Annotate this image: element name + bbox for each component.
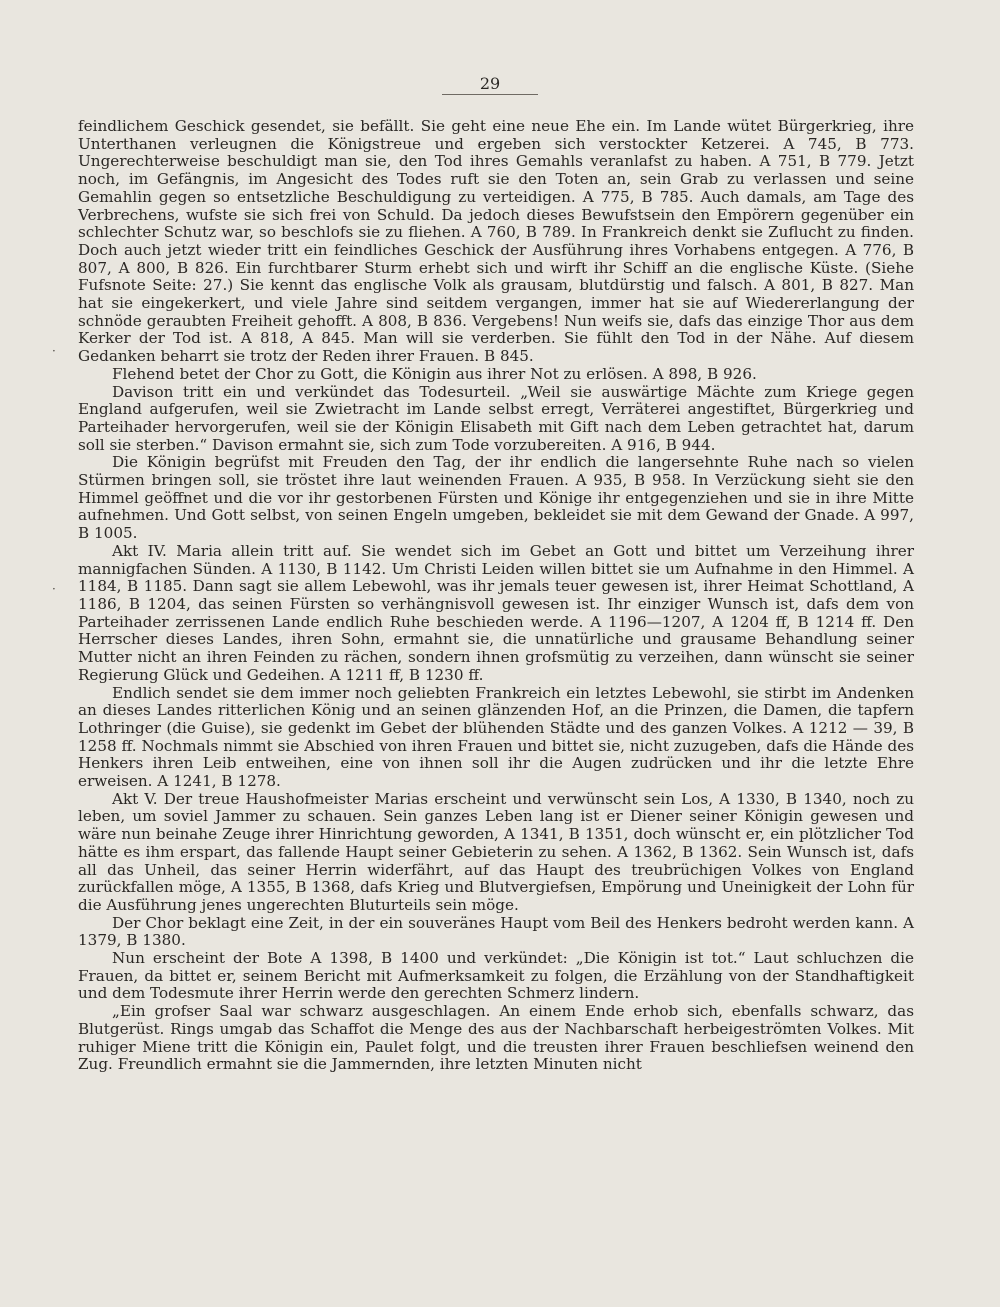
paragraph: „Ein grofser Saal war schwarz ausgeschlagen. An einem Ende erhob sich, ebenfalls schwarz, das Blutgerüst. Rings umgab das Schaffot die Menge des aus der Nachbarschaft herbeigeströmten Volkes. Mit ruhiger Miene tritt die Königin ein, Paulet folgt, und die treusten ihrer Frauen beschliefsen weinend den Zug. Freundlich ermahnt sie die Jammernden, ihre letzten Minuten nicht bbox=[78, 1002, 914, 1074]
page-number: 29 bbox=[479, 74, 501, 93]
paragraph: Akt IV. Maria allein tritt auf. Sie wendet sich im Gebet an Gott und bittet um Verzeihung ihrer mannigfachen Sünden. A 1130, B 1142. Um Christi Leiden willen bittet sie um Aufnahme in den Himmel. A 1184, B 1185. Dann sagt sie allem Lebewohl, was ihr jemals teuer gewesen ist, ihrer Heimat Schottland, A 1186, B 1204, das seinen Fürsten so verhängnisvoll gewesen ist. Ihr einziger Wunsch ist, dafs dem von Parteihader zerrissenen Lande endlich Ruhe beschieden werde. A 1196—1207, A 1204 ff, B 1214 ff. Den Herrscher dieses Landes, ihren Sohn, ermahnt sie, die unnatürliche und grausame Behandlung seiner Mutter nicht an ihren Feinden zu rächen, sondern ihnen grofsmütig zu verzeihen, dann wünscht sie seiner Regierung Glück und Gedeihen. A 1211 ff, B 1230 ff. bbox=[78, 541, 914, 684]
paragraph: Flehend betet der Chor zu Gott, die Königin aus ihrer Not zu erlösen. A 898, B 926. bbox=[112, 364, 757, 383]
paragraph: Die Königin begrüfst mit Freuden den Tag, der ihr endlich die langersehnte Ruhe nach so vielen Stürmen bringen soll, sie tröstet ihre laut weinenden Frauen. A 935, B 958. In Verzückung sieht sie den Himmel geöffnet und die vor ihr gestorbenen Fürsten und Könige ihr entgegenziehen und sie in ihre Mitte aufnehmen. Und Gott selbst, von seinen Engeln umgeben, bekleidet sie mit dem Gewand der Gnade. A 997, B 1005. bbox=[78, 453, 914, 543]
paragraph: Akt V. Der treue Haushofmeister Marias erscheint und verwünscht sein Los, A 1330, B 1340, noch zu leben, um soviel Jammer zu schauen. Sein ganzes Leben lang ist er Diener seiner Königin gewesen und wäre nun beinahe Zeuge ihrer Hinrichtung geworden, A 1341, B 1351, doch wünscht er, ein plötzlicher Tod hätte es ihm erspart, das fallende Haupt seiner Gebieterin zu sehen. A 1362, B 1362. Sein Wunsch ist, dafs all das Unheil, das seiner Herrin widerfährt, auf das Haupt des treubrüchigen Volkes von England zurückfallen möge, A 1355, B 1368, dafs Krieg und Blutvergiefsen, Empörung und Uneinigkeit der Lohn für die Ausführung jenes ungerechten Bluturteils sein möge. bbox=[78, 789, 914, 914]
margin-mark: · bbox=[52, 344, 56, 358]
paragraph: Davison tritt ein und verkündet das Todesurteil. „Weil sie auswärtige Mächte zum Kriege gegen England aufgerufen, weil sie Zwietracht im Lande selbst erregt, Verräterei angestiftet, Bürgerkrieg und Parteihader hervorgerufen, weil sie der Königin Elisabeth mit Gift nach dem Leben getrachtet hat, darum soll sie sterben.“ Davison ermahnt sie, sich zum Tode vorzubereiten. A 916, B 944. bbox=[78, 382, 914, 454]
paragraph: Endlich sendet sie dem immer noch geliebten Frankreich ein letztes Lebewohl, sie stirbt im Andenken an dieses Landes ritterlichen König und an seinen glänzenden Hof, an die Prinzen, die Damen, die tapfern Lothringer (die Guise), sie gedenkt im Gebet der blühenden Städte und des ganzen Volkes. A 1212 — 39, B 1258 ff. Nochmals nimmt sie Abschied von ihren Frauen und bittet sie, nicht zuzugeben, dafs die Hände des Henkers ihren Leib entweihen, eine von ihnen soll ihr die Augen zudrücken und ihr die letzte Ehre erweisen. A 1241, B 1278. bbox=[78, 683, 914, 791]
paragraph: Nun erscheint der Bote A 1398, B 1400 und verkündet: „Die Königin ist tot.“ Laut schluchzen die Frauen, da bittet er, seinem Bericht mit Aufmerksamkeit zu folgen, die Erzählung von der Standhaftigkeit und dem Todesmute ihrer Herrin werde den gerechten Schmerz lindern. bbox=[78, 949, 914, 1003]
margin-mark: · bbox=[52, 582, 56, 596]
page-number-rule bbox=[442, 94, 538, 95]
paragraph: feindlichem Geschick gesendet, sie befällt. Sie geht eine neue Ehe ein. Im Lande wütet Bürgerkrieg, ihre Unterthanen verleugnen die Königstreue und ergeben sich verstockter Ketzerei. A 745, B 773. Ungerechterweise beschuldigt man sie, den Tod ihres Gemahls veranlafst zu haben. A 751, B 779. Jetzt noch, im Gefängnis, im Angesicht des Todes ruft sie den Toten an, sein Grab zu verlassen und seine Gemahlin gegen so entsetzliche Beschuldigung zu verteidigen. A 775, B 785. Auch damals, am Tage des Verbrechens, wufste sie sich frei von Schuld. Da jedoch dieses Bewufstsein den Empörern gegenüber ein schlechter Schutz war, so beschlofs sie zu fliehen. A 760, B 789. In Frankreich denkt sie Zuflucht zu finden. Doch auch jetzt wieder tritt ein feindliches Geschick der Ausführung ihres Vorhabens entgegen. A 776, B 807, A 800, B 826. Ein furchtbarer Sturm erhebt sich und wirft ihr Schiff an die englische Küste. (Siehe Fufsnote Seite: 27.) Sie kennt das englische Volk als grausam, blutdürstig und falsch. A 801, B 827. Man hat sie eingekerkert, und viele Jahre sind seitdem vergangen, immer hat sie auf Wiedererlangung der schnöde geraubten Freiheit gehofft. A 808, B 836. Vergebens! Nun weifs sie, dafs das einzige Thor aus dem Kerker der Tod ist. A 818, A 845. Man will sie verderben. Sie fühlt den Tod in der Nähe. Auf diesem Gedanken beharrt sie trotz der Reden ihrer Frauen. B 845. bbox=[78, 117, 914, 366]
body-text bbox=[78, 118, 914, 1074]
paragraph: Der Chor beklagt eine Zeit, in der ein souveränes Haupt vom Beil des Henkers bedroht werden kann. A 1379, B 1380. bbox=[78, 913, 914, 950]
